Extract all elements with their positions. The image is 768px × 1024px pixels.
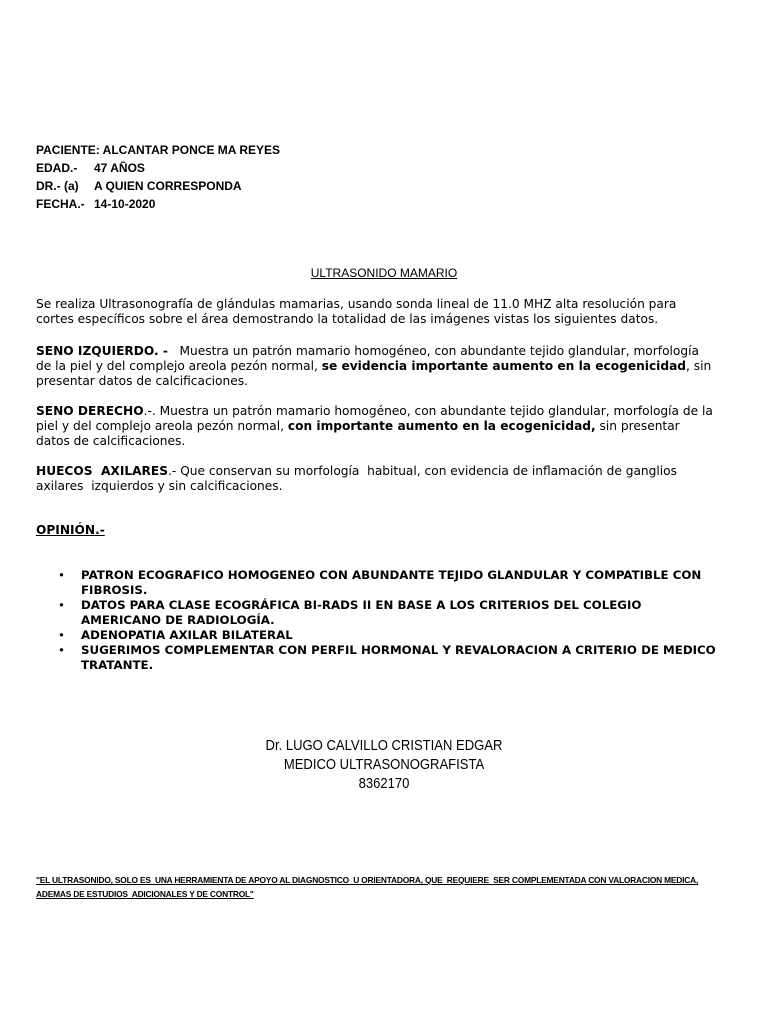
doctor-label: DR.- (a) xyxy=(36,179,79,193)
axillary-text: .- Que conservan su morfología habitual, con evidencia de inflamación de ganglios axilares izquierdos y sin calcificaciones. xyxy=(36,464,681,493)
right-breast-text-end: sin presentar datos de calcificaciones. xyxy=(36,419,680,448)
patient-name-row xyxy=(36,141,280,159)
patient-age-row xyxy=(36,159,280,177)
patient-header xyxy=(36,141,280,213)
bullet-icon: • xyxy=(58,643,65,657)
left-breast-finding: se evidencia importante aumento en la ecogenicidad xyxy=(321,359,687,373)
opinion-item-text: DATOS PARA CLASE ECOGRÁFICA BI-RADS II EN BASE A LOS CRITERIOS DEL COLEGIO AMERICANO DE RADIOLOGÍA. xyxy=(81,598,642,627)
doctor-value: A QUIEN CORRESPONDA xyxy=(94,179,242,193)
opinion-item-text: ADENOPATIA AXILAR BILATERAL xyxy=(81,628,293,642)
age-value: 47 AÑOS xyxy=(94,161,145,175)
disclaimer-line-1: "EL ULTRASONIDO, SOLO ES UNA HERRAMIENTA DE APOYO AL DIAGNOSTICO U ORIENTADORA, QUE REQUIERE SER COMPLEMENTADA CON VALORACION MEDICA, xyxy=(36,875,699,885)
report-title: ULTRASONIDO MAMARIO xyxy=(310,266,458,280)
opinion-heading: OPINIÓN.- xyxy=(36,523,105,537)
right-breast-paragraph xyxy=(36,404,716,449)
bullet-icon: • xyxy=(58,568,65,582)
axillary-paragraph xyxy=(36,464,716,494)
disclaimer-line-2: ADEMAS DE ESTUDIOS ADICIONALES Y DE CONTROL" xyxy=(36,889,254,899)
patient-name: PACIENTE: ALCANTAR PONCE MA REYES xyxy=(36,143,281,157)
left-breast-label: SENO IZQUIERDO. - xyxy=(36,344,168,358)
date-row xyxy=(36,195,280,213)
left-breast-paragraph xyxy=(36,344,716,389)
opinion-item-text: PATRON ECOGRAFICO HOMOGENEO CON ABUNDANTE TEJIDO GLANDULAR Y COMPATIBLE CON FIBROSIS. xyxy=(81,568,702,597)
axillary-label: HUECOS AXILARES xyxy=(36,464,169,478)
doctor-row xyxy=(36,177,280,195)
opinion-list xyxy=(36,568,716,673)
list-item xyxy=(36,628,716,643)
doctor-role: MEDICO ULTRASONOGRAFISTA xyxy=(283,757,485,773)
date-label: FECHA.- xyxy=(36,197,85,211)
left-breast-text: Muestra un patrón mamario homogéneo, con abundante tejido glandular, morfología de la piel y del complejo areola pezón normal, xyxy=(36,344,703,373)
signature-block xyxy=(38,737,729,794)
intro-paragraph: Se realiza Ultrasonografía de glándulas mamarias, usando sonda lineal de 11.0 MHZ alta resolución para cortes específicos sobre el área demostrando la totalidad de las imágenes vistas los siguientes datos. xyxy=(36,297,677,326)
age-label: EDAD.- xyxy=(36,161,78,175)
list-item xyxy=(36,568,716,598)
bullet-icon: • xyxy=(58,598,65,612)
bullet-icon: • xyxy=(58,628,65,642)
right-breast-label: SENO DERECHO xyxy=(36,404,144,418)
list-item xyxy=(36,598,716,628)
doctor-name: Dr. LUGO CALVILLO CRISTIAN EDGAR xyxy=(265,738,503,754)
right-breast-text: .-. Muestra un patrón mamario homogéneo, con abundante tejido glandular, morfología de la piel y del complejo areola pezón normal, xyxy=(36,404,713,433)
opinion-item-text: SUGERIMOS COMPLEMENTAR CON PERFIL HORMONAL Y REVALORACION A CRITERIO DE MEDICO TRATANTE. xyxy=(81,643,716,672)
doctor-license-number: 8362170 xyxy=(358,776,410,792)
list-item xyxy=(36,643,716,673)
left-breast-text-end: , sin presentar datos de calcificaciones. xyxy=(36,359,712,388)
right-breast-finding: con importante aumento en la ecogenicidad, xyxy=(287,419,596,433)
disclaimer xyxy=(36,873,756,901)
date-value: 14-10-2020 xyxy=(94,197,156,211)
